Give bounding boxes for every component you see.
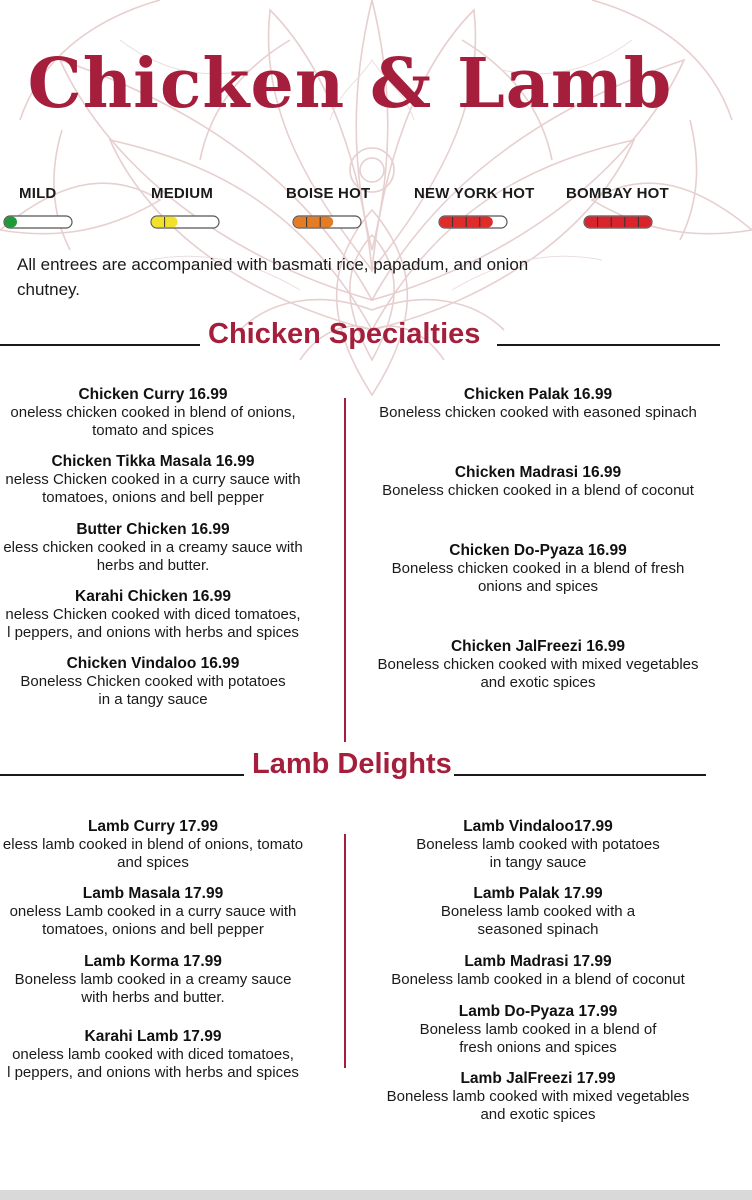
item-name: Chicken Curry 16.99 [78, 386, 228, 403]
spice-meter-new-york-hot [438, 215, 508, 229]
section-rule-right [454, 774, 706, 776]
menu-item [0, 520, 306, 575]
item-name: Lamb JalFreezi 17.99 [460, 1070, 616, 1087]
spice-meter-fill [294, 217, 334, 228]
item-name: Lamb Palak 17.99 [473, 885, 603, 902]
bottom-edge [0, 1190, 752, 1200]
menu-item [358, 1002, 718, 1057]
item-description: onions and spices [477, 578, 599, 595]
menu-item [0, 385, 306, 440]
menu-item [0, 587, 306, 642]
item-description: and exotic spices [480, 674, 596, 691]
section-title-chicken: Chicken Specialties [208, 318, 481, 350]
item-description: neless Chicken cooked in a curry sauce with [5, 471, 301, 488]
section-title-lamb: Lamb Delights [252, 748, 452, 780]
item-name: Chicken JalFreezi 16.99 [450, 638, 626, 655]
item-description: with herbs and butter. [81, 989, 225, 1006]
item-description: tomatoes, onions and bell pepper [42, 489, 264, 506]
item-name: Chicken Palak 16.99 [463, 386, 613, 403]
item-name: Karahi Lamb 17.99 [84, 1028, 222, 1045]
spice-meter-mild [3, 215, 73, 229]
intro-line-2: chutney. [17, 280, 81, 299]
item-description: Boneless chicken cooked in a blend of coconut [382, 482, 694, 499]
item-description: tomato and spices [92, 422, 214, 439]
section-rule-left [0, 774, 244, 776]
spice-meter-medium [150, 215, 220, 229]
section-rule-left [0, 344, 200, 346]
menu-item [0, 817, 306, 872]
item-name: Chicken Tikka Masala 16.99 [51, 453, 255, 470]
item-description: Boneless chicken cooked with easoned spinach [379, 404, 697, 421]
menu-item [0, 952, 306, 1007]
item-description: Boneless lamb cooked in a blend of [419, 1021, 657, 1038]
item-name: Lamb Curry 17.99 [87, 818, 219, 835]
item-name: Lamb Masala 17.99 [82, 885, 224, 902]
item-description: Boneless Chicken cooked with potatoes [20, 673, 286, 690]
menu-item [0, 452, 306, 507]
intro-line-1: All entrees are accompanied with basmati rice, papadum, and onion [17, 255, 529, 274]
spice-label-new-york-hot: NEW YORK HOT [414, 185, 535, 202]
item-description: Boneless lamb cooked with a [440, 903, 636, 920]
item-description: oneless Lamb cooked in a curry sauce with [9, 903, 297, 920]
item-description: Boneless chicken cooked in a blend of fresh [391, 560, 685, 577]
menu-item [0, 654, 306, 709]
section-rule-right [497, 344, 720, 346]
item-description: herbs and butter. [96, 557, 210, 574]
spice-meter-fill [585, 217, 652, 228]
menu-item [358, 385, 718, 422]
page-title: Chicken & Lamb [27, 44, 673, 124]
item-description: in a tangy sauce [98, 691, 208, 708]
item-description: eless lamb cooked in blend of onions, tomato [2, 836, 304, 853]
item-name: Chicken Vindaloo 16.99 [66, 655, 240, 672]
item-description: seasoned spinach [477, 921, 599, 938]
spice-label-mild: MILD [19, 185, 57, 202]
column-divider [344, 834, 346, 1068]
column-divider [344, 398, 346, 742]
menu-item [358, 952, 718, 989]
item-description: l peppers, and onions with herbs and spices [7, 624, 299, 641]
item-name: Chicken Madrasi 16.99 [454, 464, 622, 481]
item-description: in tangy sauce [489, 854, 587, 871]
item-description: neless Chicken cooked with diced tomatoes, [5, 606, 301, 623]
item-description: oneless lamb cooked with diced tomatoes, [12, 1046, 294, 1063]
menu-item [358, 1069, 718, 1124]
item-description: Boneless chicken cooked with mixed vegetables [377, 656, 699, 673]
item-description: Boneless lamb cooked in a blend of coconut [391, 971, 685, 988]
menu-item [358, 637, 718, 692]
menu-item [358, 817, 718, 872]
item-name: Lamb Do-Pyaza 17.99 [458, 1003, 618, 1020]
item-description: tomatoes, onions and bell pepper [42, 921, 264, 938]
item-description: oneless chicken cooked in blend of onions, [10, 404, 296, 421]
menu-item [0, 884, 306, 939]
item-description: fresh onions and spices [459, 1039, 617, 1056]
spice-label-bombay-hot: BOMBAY HOT [566, 185, 669, 202]
menu-item [358, 884, 718, 939]
item-name: Lamb Madrasi 17.99 [464, 953, 612, 970]
spice-meter-boise-hot [292, 215, 362, 229]
item-name: Butter Chicken 16.99 [76, 521, 230, 538]
item-description: eless chicken cooked in a creamy sauce with [3, 539, 303, 556]
intro-note [17, 252, 617, 302]
item-name: Lamb Vindaloo17.99 [463, 818, 613, 835]
item-description: Boneless lamb cooked with potatoes [416, 836, 660, 853]
item-description: l peppers, and onions with herbs and spices [7, 1064, 299, 1081]
spice-label-boise-hot: BOISE HOT [286, 185, 371, 202]
item-description: and spices [117, 854, 189, 871]
item-description: Boneless lamb cooked with mixed vegetables [386, 1088, 690, 1105]
item-description: and exotic spices [480, 1106, 596, 1123]
spice-label-medium: MEDIUM [151, 185, 214, 202]
item-name: Lamb Korma 17.99 [84, 953, 222, 970]
item-name: Karahi Chicken 16.99 [75, 588, 231, 605]
menu-item [0, 1027, 306, 1082]
item-description: Boneless lamb cooked in a creamy sauce [14, 971, 292, 988]
spice-meter-bombay-hot [583, 215, 653, 229]
menu-item [358, 463, 718, 500]
menu-item [358, 541, 718, 596]
item-name: Chicken Do-Pyaza 16.99 [449, 542, 627, 559]
spice-meter-fill [5, 217, 17, 228]
